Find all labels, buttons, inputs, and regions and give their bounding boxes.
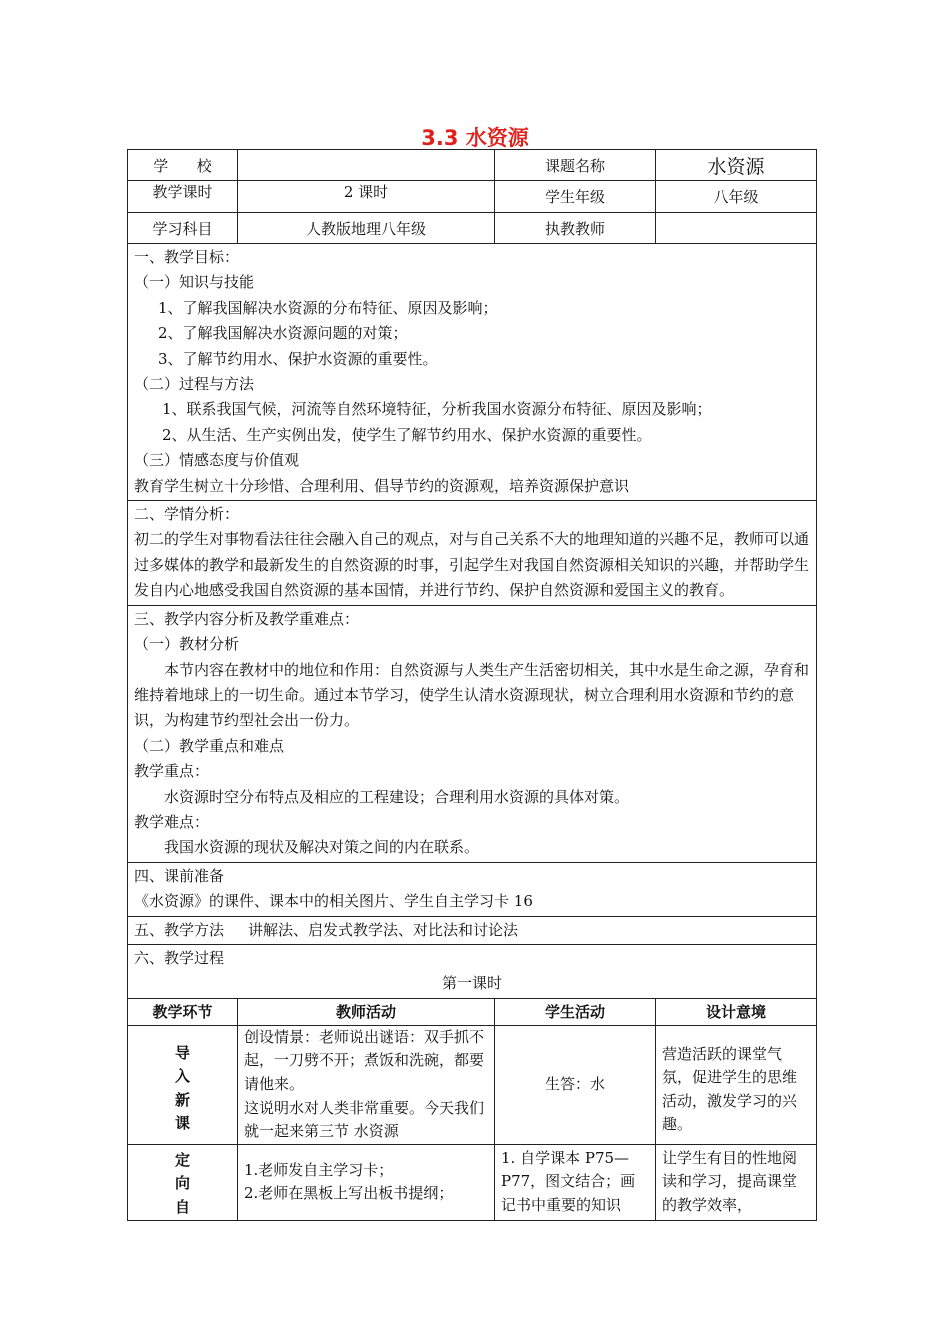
section-content-analysis <box>128 605 817 862</box>
knowledge-item: 1、了解我国解决水资源的分布特征、原因及影响； <box>158 298 498 317</box>
column-header: 教师活动 <box>238 998 495 1025</box>
material-subheading: （一）教材分析 <box>134 635 240 654</box>
design-intent: 营造活跃的课堂气氛，促进学生的思维活动，激发学习的兴趣。 <box>656 1025 817 1144</box>
teacher-activity: 2.老师在黑板上写出板书提纲； <box>244 1184 454 1203</box>
teacher-label: 执教教师 <box>495 213 656 244</box>
knowledge-item: 3、了解节约用水、保护水资源的重要性。 <box>158 349 438 368</box>
key-label: 教学重点： <box>134 762 210 781</box>
analysis-text: 初二的学生对事物看法往往会融入自己的观点，对与自己关系不大的地理知道的兴趣不足，教师可以通过多媒体的教学和最新发生的自然资源的时事，引起学生对我国自然资源相关知识的兴趣，并帮助学生发自内心地感受我国自然资源的基本国情，并进行节约、保护自然资源和爱国主义的教育。 <box>134 530 810 600</box>
process-heading: 六、教学过程 <box>134 948 225 967</box>
process-item: 2、从生活、生产实例出发，使学生了解节约用水、保护水资源的重要性。 <box>162 425 652 444</box>
emotion-subheading: （三）情感态度与价值观 <box>134 451 300 470</box>
section-objectives <box>128 244 817 501</box>
teacher-activity: 创设情景：老师说出谜语：双手抓不起，一刀劈不开；煮饭和洗碗，都要请他来。 <box>244 1027 485 1093</box>
column-header: 设计意境 <box>656 998 817 1025</box>
info-row-school <box>128 150 817 181</box>
section-preparation <box>128 862 817 916</box>
difficulty-label: 教学难点： <box>134 812 210 831</box>
analysis-heading: 二、学情分析： <box>134 505 240 524</box>
process-item: 1、联系我国气候，河流等自然环境特征，分析我国水资源分布特征、原因及影响； <box>162 400 712 419</box>
teacher-activity: 1.老师发自主学习卡； <box>244 1160 394 1179</box>
grade-label: 学生年级 <box>495 181 656 213</box>
column-header: 学生活动 <box>495 998 656 1025</box>
hours-label: 教学课时 <box>128 181 238 213</box>
emotion-text: 教育学生树立十分珍惜、合理利用、倡导节约的资源观，培养资源保护意识 <box>134 476 630 495</box>
key-difficulty-subheading: （二）教学重点和难点 <box>134 736 285 755</box>
knowledge-subheading: （一）知识与技能 <box>134 273 255 292</box>
subject-value: 人教版地理八年级 <box>238 213 495 244</box>
stage-char: 新 <box>174 1090 190 1109</box>
process-row-intro <box>128 1025 817 1144</box>
methods-text: 讲解法、启发式教学法、对比法和讨论法 <box>248 920 519 939</box>
student-activity: 生答：水 <box>495 1025 656 1144</box>
stage-char: 自 <box>174 1197 190 1216</box>
section-methods <box>128 916 817 944</box>
info-row-subject <box>128 213 817 244</box>
section-process <box>128 944 817 998</box>
topic-value: 水资源 <box>656 150 817 181</box>
preparation-heading: 四、课前准备 <box>134 866 225 885</box>
difficulty-text: 我国水资源的现状及解决对策之间的内在联系。 <box>164 838 480 857</box>
preparation-text: 《水资源》的课件、课本中的相关图片、学生自主学习卡 16 <box>134 892 533 911</box>
stage-char: 导 <box>174 1043 190 1062</box>
stage-char: 课 <box>174 1114 190 1133</box>
material-text: 本节内容在教材中的地位和作用：自然资源与人类生产生活密切相关，其中水是生命之源，孕育和维持着地球上的一切生命。通过本节学习，使学生认清水资源现状，树立合理利用水资源和节约的意识，为构建节约型社会出一份力。 <box>134 660 810 730</box>
teacher-value <box>656 213 817 244</box>
design-intent: 让学生有目的性地阅读和学习，提高课堂的教学效率， <box>656 1144 817 1220</box>
teacher-activity: 这说明水对人类非常重要。今天我们就一起来第三节 水资源 <box>244 1098 485 1141</box>
stage-char: 向 <box>174 1174 190 1193</box>
lesson-label: 第一课时 <box>441 974 502 993</box>
section-student-analysis <box>128 501 817 606</box>
lesson-plan-table <box>127 149 817 1221</box>
process-row-self-study <box>128 1144 817 1220</box>
grade-value: 八年级 <box>656 181 817 213</box>
objectives-heading: 一、教学目标： <box>134 248 240 266</box>
stage-char: 定 <box>174 1150 190 1169</box>
process-header-row <box>128 998 817 1025</box>
page-title: 3.3 水资源 <box>421 126 529 150</box>
school-value <box>238 150 495 181</box>
knowledge-item: 2、了解我国解决水资源问题的对策； <box>158 324 408 343</box>
topic-label: 课题名称 <box>495 150 656 181</box>
stage-char: 入 <box>174 1067 190 1086</box>
content-heading: 三、教学内容分析及教学重难点： <box>134 609 360 628</box>
info-row-hours <box>128 181 817 213</box>
school-label: 学 校 <box>128 150 238 181</box>
process-subheading: （二）过程与方法 <box>134 375 255 394</box>
column-header: 教学环节 <box>128 998 238 1025</box>
subject-label: 学习科目 <box>128 213 238 244</box>
methods-heading: 五、教学方法 <box>134 920 225 939</box>
key-text: 水资源时空分布特点及相应的工程建设；合理利用水资源的具体对策。 <box>164 787 630 806</box>
student-activity: 1. 自学课本 P75—P77，图文结合；画记书中重要的知识 <box>495 1144 656 1220</box>
hours-value: 2 课时 <box>238 181 495 213</box>
